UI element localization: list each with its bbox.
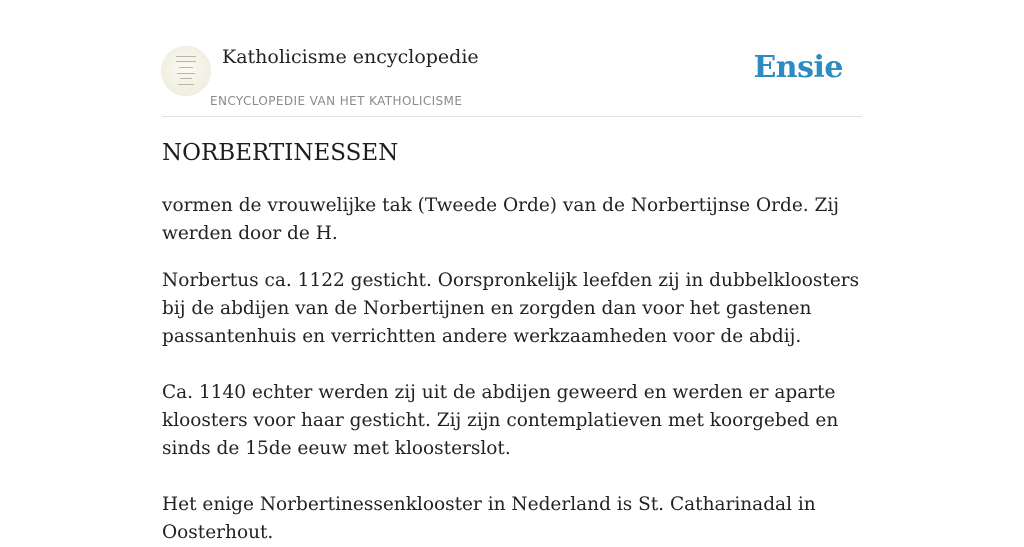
- site-header: [162, 40, 862, 117]
- paragraph: Het enige Norbertinessenklooster in Nederland is St. Catharinadal in Oosterhout.: [162, 494, 816, 543]
- paragraph: Ca. 1140 echter werden zij uit de abdijen geweerd en werden er aparte kloosters voor haar gesticht. Zij zijn contemplatieven met koorgebed en sinds de 15de eeuw met kloosterslot.: [162, 382, 839, 459]
- site-title[interactable]: Katholicisme encyclopedie: [222, 46, 479, 68]
- brand-logo[interactable]: Ensie: [753, 50, 843, 85]
- paragraph: Norbertus ca. 1122 gesticht. Oorspronkelijk leefden zij in dubbelkloosters bij de abdijen van de Norbertijnen en zorgden dan voor het gastenen passantenhuis en verrichtten andere werkzaamheden voor de abdij.: [162, 270, 860, 347]
- book-cover-icon[interactable]: [162, 47, 210, 95]
- site-subtitle: ENCYCLOPEDIE VAN HET KATHOLICISME: [210, 94, 463, 108]
- entry-title: NORBERTINESSEN: [162, 140, 399, 166]
- paragraph: vormen de vrouwelijke tak (Tweede Orde) van de Norbertijnse Orde. Zij werden door de H.: [162, 195, 840, 244]
- entry-content: [162, 192, 862, 547]
